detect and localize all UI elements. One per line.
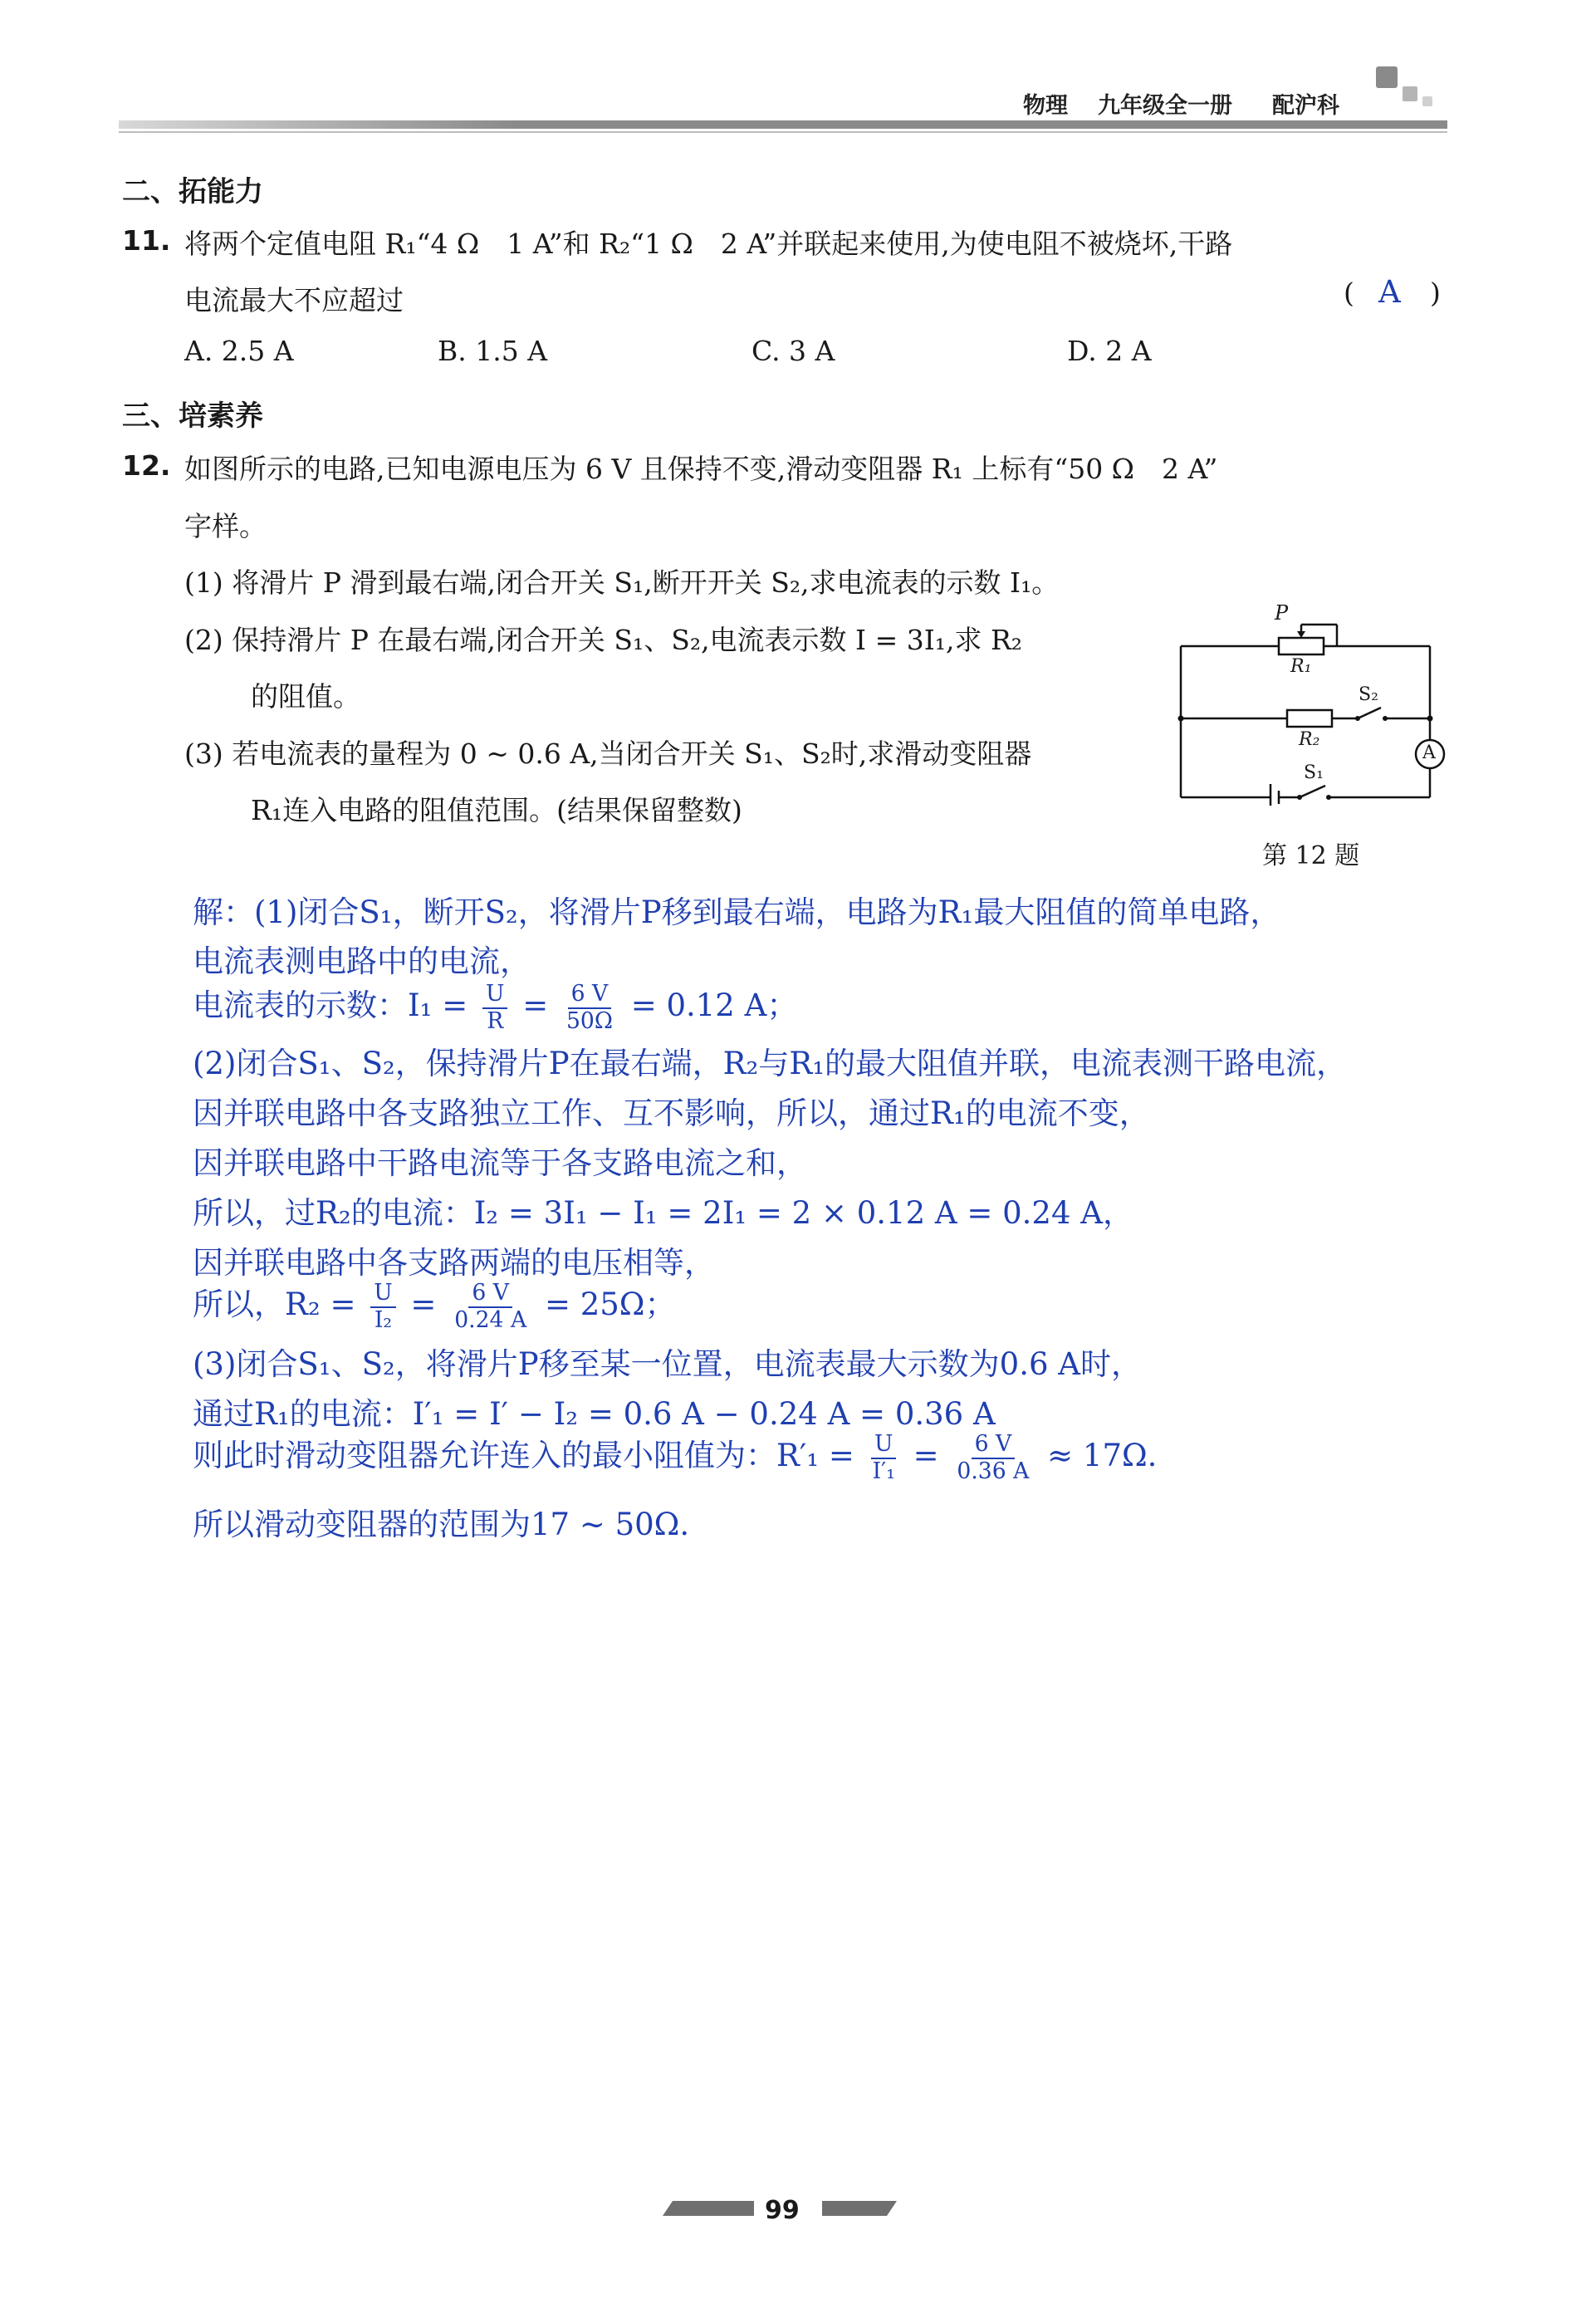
circuit-label-ammeter: A (1422, 742, 1436, 763)
header-subject: 物理 (1023, 93, 1068, 119)
question-12-part2a: (2) 保持滑片 P 在最右端,闭合开关 S₁、S₂,电流表示数 I = 3I₁,求 R₂ (184, 624, 1023, 656)
footer-decoration-right (822, 2199, 897, 2218)
solution-line-4: (2)闭合S₁、S₂，保持滑片P在最右端，R₂与R₁的最大阻值并联，电流表测干路电流， (193, 1046, 1348, 1081)
question-12-number: 12. (122, 449, 171, 482)
header-bar (119, 120, 1447, 129)
circuit-label-r2: R₂ (1299, 729, 1320, 750)
option-c: C. 3 A (751, 335, 835, 367)
solution-line-2: 电流表测电路中的电流， (193, 943, 531, 979)
circuit-label-s2: S₂ (1359, 684, 1378, 705)
circuit-label-p: P (1275, 601, 1289, 625)
question-12-part3a: (3) 若电流表的量程为 0 ~ 0.6 A,当闭合开关 S₁、S₂时,求滑动变阻器 (184, 738, 1032, 770)
question-11-number: 11. (122, 224, 171, 257)
solution-line-6: 因并联电路中干路电流等于各支路电流之和， (193, 1145, 807, 1181)
question-11-line2: 电流最大不应超过 (184, 284, 404, 316)
header-rule (119, 131, 1447, 133)
solution-line-7: 所以，过R₂的电流：I₂ = 3I₁ − I₁ = 2I₁ = 2 × 0.12 A = 0.24 A， (193, 1195, 1133, 1231)
question-12-part3b: R₁连入电路的阻值范围。(结果保留整数) (251, 794, 742, 826)
solution-line-11: 通过R₁的电流：I′₁ = I′ − I₂ = 0.6 A − 0.24 A = 0.36 A (193, 1396, 996, 1432)
circuit-label-r1: R₁ (1290, 656, 1312, 677)
solution-line-10: (3)闭合S₁、S₂，将滑片P移至某一位置，电流表最大示数为0.6 A时， (193, 1346, 1142, 1382)
header-edition: 配沪科 (1272, 93, 1339, 119)
page-number: 99 (765, 2196, 800, 2225)
question-11-answer: A (1378, 274, 1401, 310)
question-12-part1: (1) 将滑片 P 滑到最右端,闭合开关 S₁,断开开关 S₂,求电流表的示数 I₁。 (184, 566, 1060, 599)
option-b: B. 1.5 A (438, 335, 548, 367)
solution-line-9: 所以，R₂ = $\frac{U}{\text{I₂}}$ = $\frac{6 V}{0.24 A}$ = 25Ω； (193, 1279, 676, 1333)
question-12-line1: 如图所示的电路,已知电源电压为 6 V 且保持不变,滑动变阻器 R₁ 上标有“50 Ω 2 A” (184, 453, 1218, 485)
circuit-label-s1: S₁ (1304, 762, 1324, 783)
option-a: A. 2.5 A (184, 335, 294, 367)
header-corner-decoration (1374, 65, 1449, 115)
circuit-diagram (1163, 601, 1461, 806)
section-heading-2: 二、拓能力 (122, 175, 263, 208)
solution-line-12: 则此时滑动变阻器允许连入的最小阻值为：R′₁ = $\frac{U}{\text{I′₁}}$ = $\frac{6 V}{0.36 A}$ ≈ 17Ω. (193, 1430, 1158, 1484)
option-d: D. 2 A (1067, 335, 1152, 367)
question-11-line1: 将两个定值电阻 R₁“4 Ω 1 A”和 R₂“1 Ω 2 A”并联起来使用,为使电阻不被烧坏,干路 (184, 228, 1233, 260)
footer-decoration-left (663, 2199, 754, 2218)
answer-paren-open: ( (1344, 277, 1354, 309)
solution-line-1: 解：(1)闭合S₁，断开S₂，将滑片P移到最右端，电路为R₁最大阻值的简单电路， (193, 894, 1281, 930)
solution-line-5: 因并联电路中各支路独立工作、互不影响，所以，通过R₁的电流不变， (193, 1095, 1150, 1131)
header-grade: 九年级全一册 (1098, 93, 1232, 119)
solution-line-3: 电流表的示数：I₁ = $\frac{U}{R}$ = $\frac{6 V}{50\Omega}$ = 0.12 A； (193, 980, 798, 1034)
answer-paren-close: ) (1430, 277, 1441, 309)
question-12-part2b: 的阻值。 (251, 680, 360, 713)
solution-line-13: 所以滑动变阻器的范围为17 ~ 50Ω. (193, 1507, 690, 1542)
figure-caption: 第 12 题 (1262, 841, 1360, 870)
solution-line-8: 因并联电路中各支路两端的电压相等， (193, 1245, 715, 1281)
question-12-line2: 字样。 (184, 510, 267, 542)
section-heading-3: 三、培素养 (122, 399, 263, 433)
